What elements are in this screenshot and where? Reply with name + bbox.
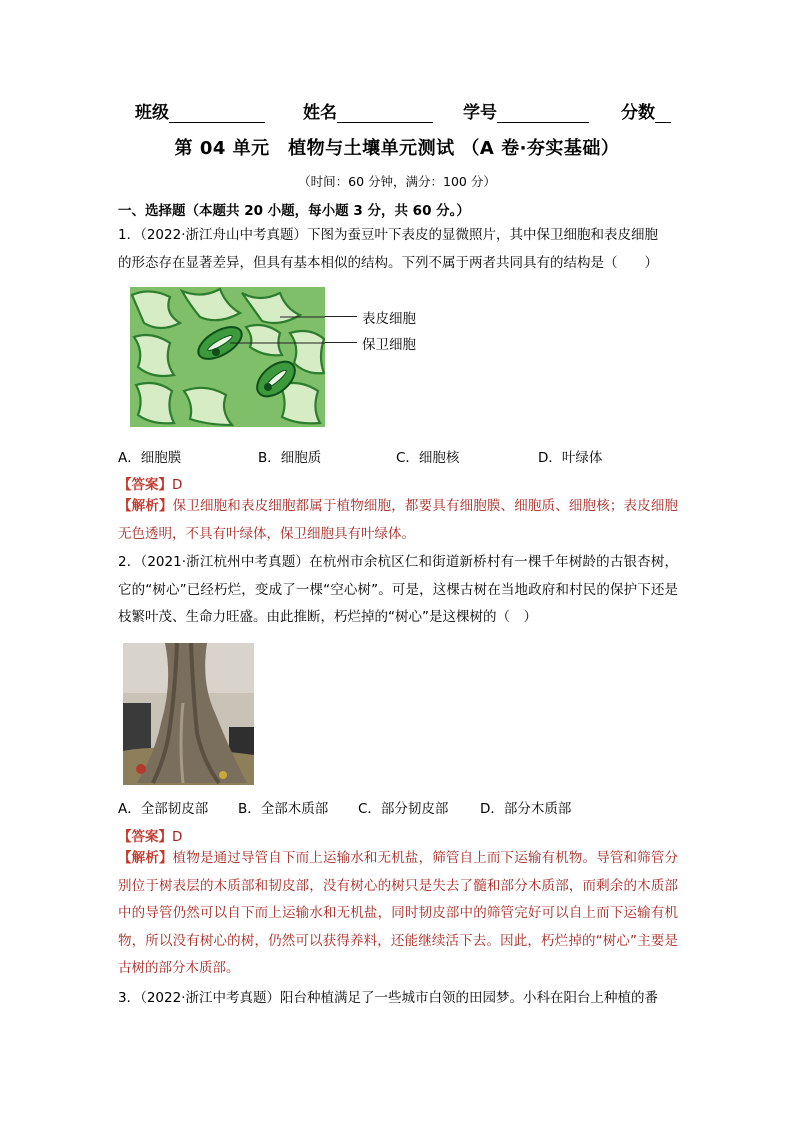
option-a[interactable]: A．全部韧皮部 [118,801,209,817]
answer-tag: 【答案】 [118,829,172,845]
analysis-text: 植物是通过导管自下而上运输水和无机盐，筛管自上而下运输有机物。导管和筛管分别位于树表层的木质部和韧皮部，没有树心的树只是失去了髓和部分木质部，而剩余的木质部中的导管仍然可以自下而上运输水和无机盐，同时韧皮部中的筛管完好可以自上而下运输有机物，所以没有树心的树，仍然可以获得养料，还能继续活下去。因此，朽烂掉的“树心”主要是古树的部分木质部。 [118,850,679,976]
student-id-field[interactable] [463,98,589,123]
hollow-ginkgo-tree-photo [123,643,254,785]
answer-value: D [172,477,183,493]
name-field[interactable] [303,98,433,123]
epidermal-cell-label: 表皮细胞 [362,311,416,327]
pointer-line [325,342,357,343]
option-c[interactable]: C．部分韧皮部 [358,801,449,817]
answer-tag: 【答案】 [118,477,172,493]
option-d[interactable]: D．叶绿体 [538,450,603,466]
option-d[interactable]: D．部分木质部 [480,801,572,817]
question-2-options [118,797,678,819]
pointer-line [325,316,357,317]
question-2-analysis [118,845,678,983]
question-1-answer [118,473,182,493]
question-1-stem-line: 1．（2022·浙江舟山中考真题）下图为蚕豆叶下表皮的显微照片，其中保卫细胞和表皮细胞 [118,227,658,243]
analysis-tag: 【解析】 [118,498,173,514]
class-field[interactable] [135,98,265,123]
class-label: 班级 [135,103,169,123]
question-1-analysis [118,493,678,548]
question-2-answer [118,825,182,845]
question-2-stem: 2．（2021·浙江杭州中考真题）在杭州市余杭区仁和街道新桥村有一棵千年树龄的古银杏树，它的“树心”已经朽烂，变成了一棵“空心树”。可是，这棵古树在当地政府和村民的保护下还是枝繁叶茂、生命力旺盛。由此推断，朽烂掉的“树心”是这棵树的（ ） [118,554,678,625]
score-blank[interactable] [655,103,671,123]
section-heading: 一、选择题（本题共 20 小题，每小题 3 分，共 60 分。） [118,203,470,219]
option-c[interactable]: C．细胞核 [396,450,460,466]
guard-cell-label: 保卫细胞 [362,337,416,353]
score-label: 分数 [621,103,655,123]
question-3-stem: 3．（2022·浙江中考真题）阳台种植满足了一些城市白领的田园梦。小科在阳台上种植的番 [118,990,658,1006]
option-b[interactable]: B．细胞质 [258,450,322,466]
leaf-epidermis-micrograph [130,287,325,427]
analysis-text: 保卫细胞和表皮细胞都属于植物细胞，都要具有细胞膜、细胞质、细胞核；表皮细胞无色透明，不具有叶绿体，保卫细胞具有叶绿体。 [118,498,679,542]
option-b[interactable]: B．全部木质部 [238,801,329,817]
option-a[interactable]: A．细胞膜 [118,450,182,466]
question-1-stem-line: 的形态存在显著差异，但具有基本相似的结构。下列不属于两者共同具有的结构是（ ） [118,254,658,271]
student-id-label: 学号 [463,103,497,123]
name-label: 姓名 [303,103,337,123]
student-info-fields [135,98,675,122]
analysis-tag: 【解析】 [118,850,173,866]
answer-value: D [172,829,183,845]
question-1-options [118,446,678,468]
exam-time-info: （时间：60 分钟，满分：100 分） [298,174,496,189]
question-1-stem [118,222,678,277]
score-field[interactable] [621,98,671,123]
student-id-blank[interactable] [497,103,589,123]
class-blank[interactable] [169,103,265,123]
name-blank[interactable] [337,103,433,123]
page-title: 第 04 单元 植物与土壤单元测试 （A 卷·夯实基础） [174,138,620,159]
